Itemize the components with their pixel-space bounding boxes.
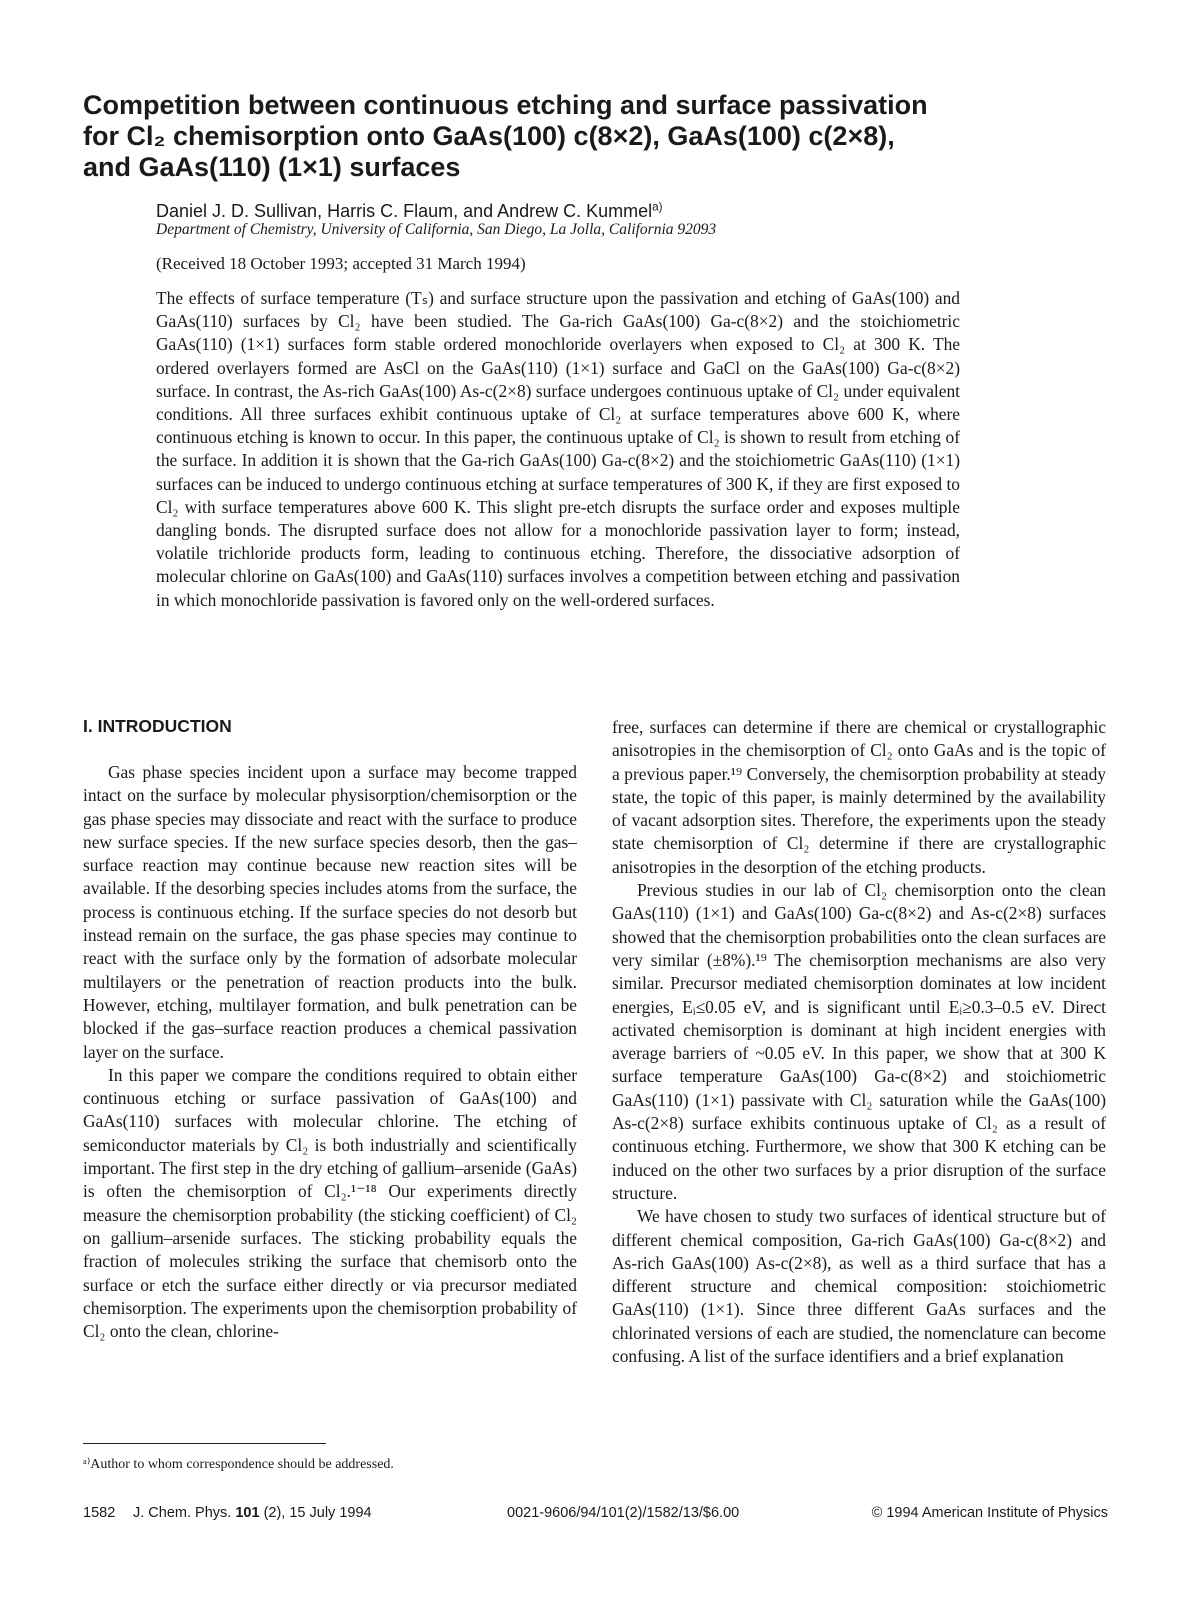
paragraph: Previous studies in our lab of Cl₂ chemisorption onto the clean GaAs(110) (1×1) and GaAs(100) Ga-c(8×2) and As-c(2×8) surfaces showed that the chemisorption probabilities onto the clean surfaces are very similar (±8%).¹⁹ The chemisorption mechanisms are also very similar. Precursor mediated chemisorption dominates at low incident energies, Eᵢ≤0.05 eV, and is significant until Eᵢ≥0.3–0.5 eV. Direct activated chemisorption is dominant at high incident energies with average barriers of ~0.05 eV. In this paper, we show that at 300 K surface temperature GaAs(100) Ga-c(8×2) and stoichiometric GaAs(110) (1×1) passivate with Cl₂ saturation while the GaAs(100) As-c(2×8) surface exhibits continuous uptake of Cl₂ as a result of continuous etching. Furthermore, we show that 300 K etching can be induced on the other two surfaces by a prior disruption of the surface structure.: [612, 880, 1106, 1203]
paragraph: We have chosen to study two surfaces of identical structure but of different chemical composition, Ga-rich GaAs(100) Ga-c(8×2) and As-rich GaAs(100) As-c(2×8), as well as a third surface that has a different structure and chemical composition: stoichiometric GaAs(110) (1×1). Since three different GaAs surfaces and the chlorinated versions of each are studied, the nomenclature can become confusing. A list of the surface identifiers and a brief explanation: [612, 1206, 1106, 1367]
received-dates: (Received 18 October 1993; accepted 31 March 1994): [156, 254, 526, 273]
author-footnote-mark: a): [652, 200, 663, 214]
paragraph: In this paper we compare the conditions required to obtain either continuous etching or surface passivation of GaAs(100) and GaAs(110) surfaces with molecular chlorine. The etching of semiconductor materials by Cl₂ is both industrially and scientifically important. The first step in the dry etching of gallium–arsenide (GaAs) is often the chemisorption of Cl₂.¹⁻¹⁸ Our experiments directly measure the chemisorption probability (the sticking coefficient) of Cl₂ on gallium–arsenide surfaces. The sticking probability equals the fraction of molecules striking the surface that chemisorb onto the surface or etch the surface either directly or via precursor mediated chemisorption. The experiments upon the chemisorption probability of Cl₂ onto the clean, chlorine-: [83, 1064, 577, 1342]
copyright: © 1994 American Institute of Physics: [871, 1505, 1108, 1521]
author-names: Daniel J. D. Sullivan, Harris C. Flaum, and Andrew C. Kummel: [156, 201, 653, 221]
abstract: The effects of surface temperature (Tₛ) and surface structure upon the passivation and etching of GaAs(100) and GaAs(110) surfaces by Cl₂ have been studied. The Ga-rich GaAs(100) Ga-c(8×2) and the stoichiometric GaAs(110) (1×1) surfaces form stable ordered monochloride overlayers when exposed to Cl₂ at 300 K. The ordered overlayers formed are AsCl on the GaAs(110) (1×1) surface and GaCl on the GaAs(100) Ga-c(8×2) surface. In contrast, the As-rich GaAs(100) As-c(2×8) surface undergoes continuous uptake of Cl₂ under equivalent conditions. All three surfaces exhibit continuous uptake of Cl₂ at surface temperatures above 600 K, where continuous etching is known to occur. In this paper, the continuous uptake of Cl₂ is shown to result from etching of the surface. In addition it is shown that the Ga-rich GaAs(100) Ga-c(8×2) and the stoichiometric GaAs(110) (1×1) surfaces can be induced to undergo continuous etching at surface temperatures of 300 K, if they are first exposed to Cl₂ with surface temperatures above 600 K. This slight pre-etch disrupts the surface order and exposes multiple dangling bonds. The disrupted surface does not allow for a monochloride passivation layer to form; instead, volatile trichloride products form, leading to continuous etching. Therefore, the dissociative adsorption of molecular chlorine on GaAs(100) and GaAs(110) surfaces involves a competition between etching and passivation in which monochloride passivation is favored only on the well-ordered surfaces.: [156, 288, 960, 610]
journal-issue-date: (2), 15 July 1994: [259, 1505, 372, 1521]
journal-name: J. Chem. Phys.: [133, 1505, 236, 1521]
journal-citation: [133, 1502, 372, 1524]
footnote: ᵃ⁾Author to whom correspondence should be addressed.: [83, 1457, 394, 1472]
section-heading: I. INTRODUCTION: [83, 716, 232, 736]
journal-volume: 101: [235, 1505, 260, 1521]
right-column: [612, 716, 1106, 1368]
footnote-divider: [83, 1443, 326, 1444]
page-number: 1582: [83, 1505, 116, 1521]
title-line-1: Competition between continuous etching and surface passivation: [83, 90, 928, 120]
paragraph: free, surfaces can determine if there are chemical or crystallographic anisotropies in the chemisorption of Cl₂ onto GaAs and is the topic of a previous paper.¹⁹ Conversely, the chemisorption probability at steady state, the topic of this paper, is mainly determined by the availability of vacant adsorption sites. Therefore, the experiments upon the steady state chemisorption of Cl₂ determine if there are crystallographic anisotropies in the desorption of the etching products.: [612, 717, 1106, 877]
title-line-3: and GaAs(110) (1×1) surfaces: [83, 152, 461, 182]
paragraph: Gas phase species incident upon a surface may become trapped intact on the surface by molecular physisorption/chemisorption or the gas phase species may dissociate and react with the surface to produce new surface species. If the new surface species desorb, then the gas–surface reaction may continue because new reaction sites will be available. If the desorbing species includes atoms from the surface, the process is continuous etching. If the surface species do not desorb but instead remain on the surface, the gas phase species may continue to react with the surface only by the formation of adsorbate molecular multilayers or the penetration of reaction products into the bulk. However, etching, multilayer formation, and bulk penetration can be blocked if the gas–surface reaction produces a chemical passivation layer on the surface.: [83, 762, 577, 1062]
article-code: 0021-9606/94/101(2)/1582/13/$6.00: [507, 1505, 740, 1521]
article-title: [83, 90, 1083, 183]
page-footer: [83, 1502, 1108, 1524]
affiliation: Department of Chemistry, University of California, San Diego, La Jolla, California 92093: [156, 221, 717, 238]
author-list: [156, 200, 1056, 222]
title-line-2: for Cl₂ chemisorption onto GaAs(100) c(8×2), GaAs(100) c(2×8),: [83, 121, 895, 151]
left-column: [83, 712, 577, 1343]
